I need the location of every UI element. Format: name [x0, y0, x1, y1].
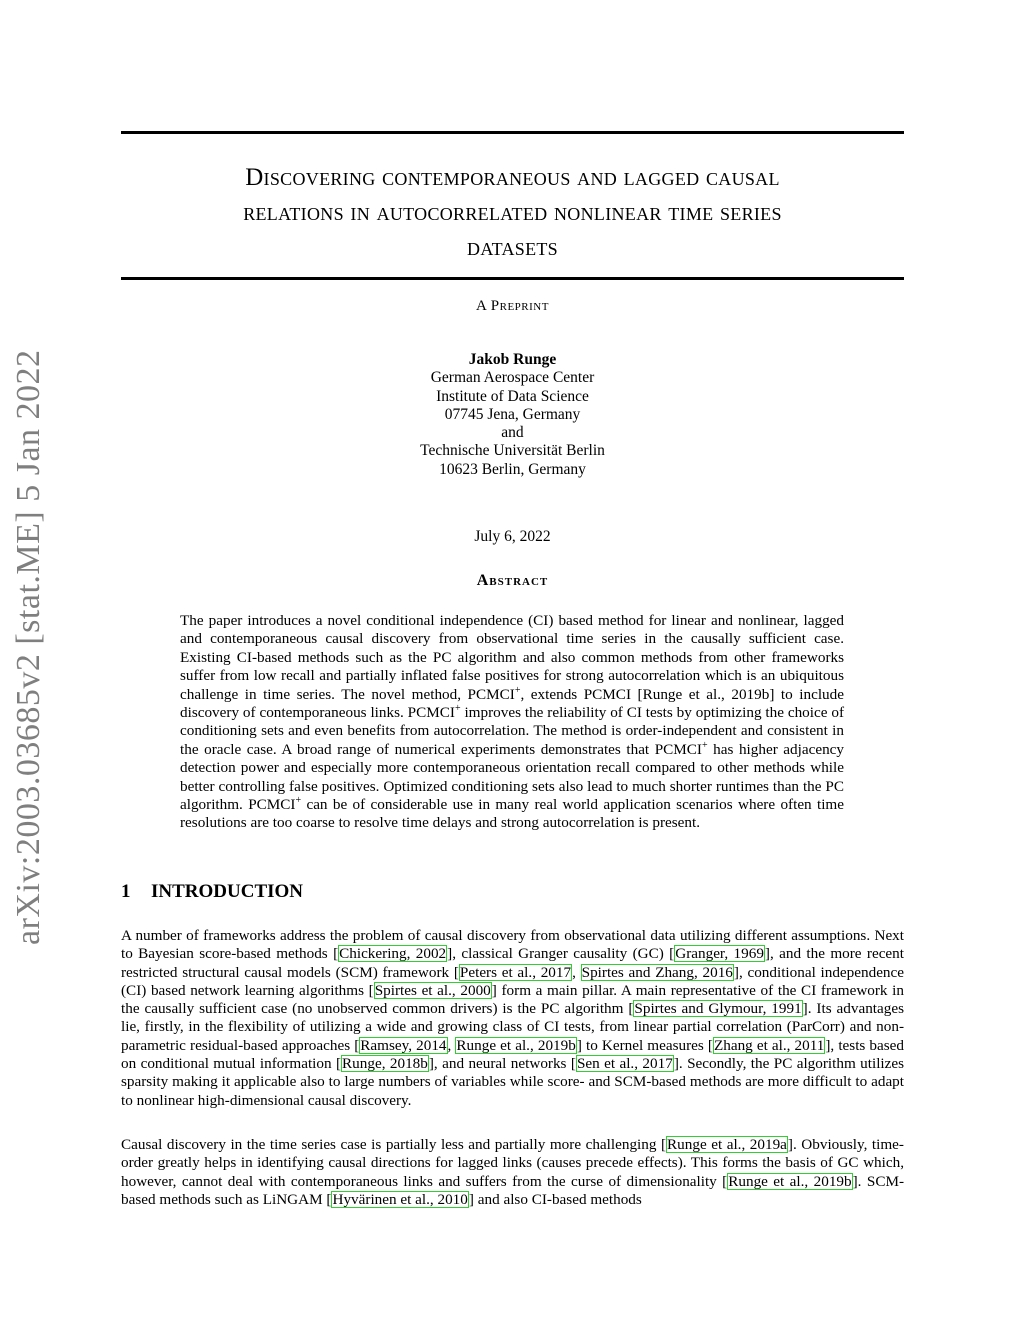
arxiv-stamp: arXiv:2003.03685v2 [stat.ME] 5 Jan 2022	[10, 349, 47, 945]
superscript-plus: +	[295, 795, 302, 807]
abstract-segment: has higher adjacency detection power and especially more contemporaneous orientation recall compared to other methods while better controlling false positives. Optimized conditioning sets also lead to much shorter runtimes than the PC algorithm. PCMCI	[180, 740, 844, 814]
citation-link[interactable]: Spirtes and Glymour, 1991	[634, 1000, 802, 1018]
section-number: 1	[121, 881, 131, 902]
citation-link[interactable]: Ramsey, 2014	[360, 1036, 447, 1054]
citation-link[interactable]: Runge et al., 2019b	[456, 1036, 576, 1054]
text-segment: ], and the more recent restricted structural causal models (SCM) framework [	[121, 945, 904, 981]
text-segment: ]. Secondly, the PC algorithm utilizes sparsity making it applicable also to large numbers of variables while score- and SCM-based methods are more difficult to adapt to nonlinear high-dimensional causal discovery.	[121, 1055, 905, 1109]
citation-link[interactable]: Granger, 1969	[675, 945, 764, 963]
abstract-segment: improves the reliability of CI tests by optimizing the choice of conditioning sets and even benefits from autocorrelation. The method is order-independent and consistent in the oracle case. A broad range of numerical experiments demonstrates that PCMCI	[180, 704, 845, 758]
paper-title	[121, 160, 904, 265]
affiliation-line: 07745 Jena, Germany	[444, 405, 581, 423]
text-segment: ] form a main pillar. A main representative of the CI framework in the causally sufficient case (no unobserved common drivers) is the PC algorithm [	[121, 981, 904, 1018]
text-segment: ]. SCM-based methods such as LiNGAM [	[121, 1172, 905, 1208]
abstract-segment: can be of considerable use in many real world application scenarios where often time resolutions are too coarse to resolve time delays and strong autocorrelation is present.	[180, 796, 844, 832]
citation-link[interactable]: Zhang et al., 2011	[713, 1036, 825, 1054]
section-title: INTRODUCTION	[151, 881, 304, 902]
author-block	[121, 351, 904, 479]
affiliation-line: Institute of Data Science	[436, 387, 589, 405]
author-name: Jakob Runge	[468, 351, 557, 368]
citation-link[interactable]: Chickering, 2002	[339, 945, 447, 963]
superscript-plus: +	[514, 684, 521, 696]
citation-link[interactable]: Sen et al., 2017	[576, 1055, 673, 1073]
text-segment: ], and neural networks [	[428, 1055, 576, 1073]
text-segment: ]. Obviously, time-order greatly helps in identifying causal directions for lagged links (causes precede effects). This forms the basis of GC which, however, cannot deal with contemporaneous links and suffers from the curse of dimensionality [	[121, 1136, 904, 1190]
title-line: Discovering contemporaneous and lagged causal	[245, 164, 780, 191]
affiliation-line: and	[501, 424, 524, 442]
affiliation-line: Technische Universität Berlin	[420, 442, 605, 460]
text-segment: ], conditional independence (CI) based network learning algorithms [	[121, 963, 905, 999]
intro-paragraph-1	[121, 927, 904, 1110]
intro-paragraph-2	[121, 1136, 904, 1209]
text-segment: ], tests based on conditional mutual information [	[121, 1036, 904, 1073]
preprint-label: A Preprint	[476, 298, 549, 314]
text-segment: ] and also CI-based methods	[468, 1190, 642, 1208]
title-top-rule	[121, 131, 904, 134]
abstract-segment: The paper introduces a novel conditional independence (CI) based method for linear and nonlinear, lagged and contemporaneous causal discovery from observational time series in the causally sufficient case. Existing CI-based methods such as the PC algorithm and also common methods from other frameworks suffer from low recall and partially inflated false positives for strong autocorrelation which is an ubiquitous challenge in time series. The novel method, PCMCI	[180, 612, 844, 703]
affiliation-line: 10623 Berlin, Germany	[439, 460, 586, 478]
citation-link[interactable]: Hyvärinen et al., 2010	[332, 1190, 468, 1208]
text-segment: ,	[572, 963, 581, 981]
text-segment: ], classical Granger causality (GC) [	[447, 945, 675, 963]
text-segment: A number of frameworks address the problem of causal discovery from observational data utilizing different assumptions. Next to Bayesian score-based methods [	[121, 927, 904, 963]
section-heading	[121, 881, 303, 903]
abstract-heading: Abstract	[476, 572, 549, 589]
citation-link[interactable]: Peters et al., 2017	[459, 963, 572, 981]
citation-link[interactable]: Spirtes et al., 2000	[374, 981, 491, 999]
text-segment: Causal discovery in the time series case is partially less and partially more challenging [	[121, 1136, 667, 1153]
text-segment: ]. Its advantages lie, firstly, in the flexibility of utilizing a wide and growing class of CI tests, from linear partial correlation (ParCorr) and non-parametric residual-based approaches [	[121, 1000, 904, 1054]
paper-date: July 6, 2022	[474, 528, 551, 545]
superscript-plus: +	[701, 739, 708, 751]
abstract-text	[180, 612, 844, 833]
citation-link[interactable]: Spirtes and Zhang, 2016	[581, 963, 733, 981]
title-line: relations in autocorrelated nonlinear time series	[243, 199, 782, 226]
superscript-plus: +	[454, 703, 461, 715]
text-segment: ,	[447, 1036, 456, 1054]
title-line: datasets	[467, 234, 558, 261]
citation-link[interactable]: Runge et al., 2019a	[667, 1136, 787, 1153]
text-segment: ] to Kernel measures [	[576, 1036, 713, 1054]
affiliation-line: German Aerospace Center	[430, 369, 595, 387]
citation-link[interactable]: Runge, 2018b	[342, 1055, 428, 1073]
citation-link[interactable]: Runge et al., 2019b	[728, 1172, 852, 1190]
title-bottom-rule	[121, 277, 904, 280]
abstract-segment: , extends PCMCI [Runge et al., 2019b] to include discovery of contemporaneous links. PCMCI	[180, 685, 844, 722]
